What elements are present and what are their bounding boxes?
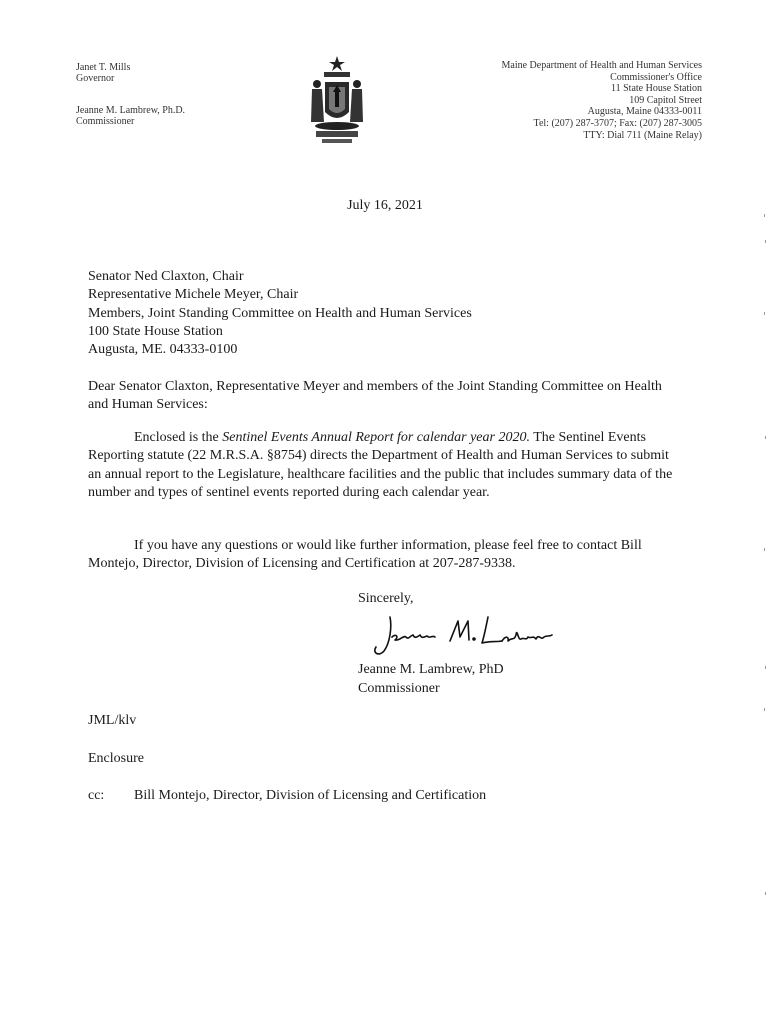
signer-name: Jeanne M. Lambrew, PhD <box>358 662 504 677</box>
scan-speck <box>764 214 765 217</box>
closing: Sincerely, <box>358 591 414 606</box>
department-name: Maine Department of Health and Human Services <box>501 60 702 71</box>
commissioner-title: Commissioner <box>76 116 135 127</box>
letterhead-left <box>76 62 185 127</box>
office-name: Commissioner's Office <box>610 71 702 83</box>
scan-speck <box>764 548 765 551</box>
recipient-line: Senator Ned Claxton, Chair <box>88 269 244 284</box>
body-paragraph-2 <box>88 537 680 574</box>
enclosure-note: Enclosure <box>88 751 144 766</box>
handwritten-signature <box>368 607 563 662</box>
para1-rest: The Sentinel Events Reporting statute (22 M.R.S.A. §8754) directs the Department of Health and Human Services to submit an annual report to the Legislature, healthcare facilities and the public that includes summary data of the number and types of sentinel events reported during each calendar year. <box>88 430 673 500</box>
cc-label: cc: <box>88 788 105 803</box>
scan-speck <box>765 892 766 895</box>
scan-speck <box>765 436 766 439</box>
para2-text: If you have any questions or would like further information, please feel free to contact Bill Montejo, Director, Division of Licensing and Certification at 207-287-9338. <box>88 538 642 572</box>
phone-fax: Tel: (207) 287-3707; Fax: (207) 287-3005 <box>533 117 702 129</box>
cc-recipient: Bill Montejo, Director, Division of Licensing and Certification <box>134 788 487 803</box>
recipient-address <box>88 268 472 359</box>
salutation: Dear Senator Claxton, Representative Meyer and members of the Joint Standing Committee on Health and Human Services: <box>88 379 662 412</box>
state-seal-icon <box>308 52 366 152</box>
scan-speck <box>764 312 765 315</box>
street-address: 109 Capitol Street <box>629 94 702 106</box>
recipient-line: Members, Joint Standing Committee on Health and Human Services <box>88 305 472 321</box>
tty-line: TTY: Dial 711 (Maine Relay) <box>583 129 702 141</box>
scan-speck <box>765 666 766 669</box>
scan-speck <box>765 240 766 243</box>
scan-speck <box>764 708 765 711</box>
letterhead-right <box>502 60 703 141</box>
signer-title: Commissioner <box>358 680 440 696</box>
governor-name: Janet T. Mills <box>76 62 131 73</box>
station-address: 11 State House Station <box>610 83 702 95</box>
cc-line <box>88 788 486 804</box>
body-paragraph-1 <box>88 429 680 502</box>
governor-title: Governor <box>76 73 115 84</box>
para1-lead: Enclosed is the <box>134 430 223 445</box>
recipient-line: Augusta, ME. 04333-0100 <box>88 342 238 358</box>
recipient-line: Representative Michele Meyer, Chair <box>88 287 299 303</box>
letter-date: July 16, 2021 <box>347 198 423 213</box>
report-title: Sentinel Events Annual Report for calendar year 2020. <box>222 430 530 445</box>
reference-initials: JML/klv <box>88 713 137 728</box>
city-address: Augusta, Maine 04333-0011 <box>587 106 702 118</box>
signer-block <box>358 661 504 698</box>
commissioner-name: Jeanne M. Lambrew, Ph.D. <box>76 105 186 116</box>
recipient-line: 100 State House Station <box>88 323 223 339</box>
